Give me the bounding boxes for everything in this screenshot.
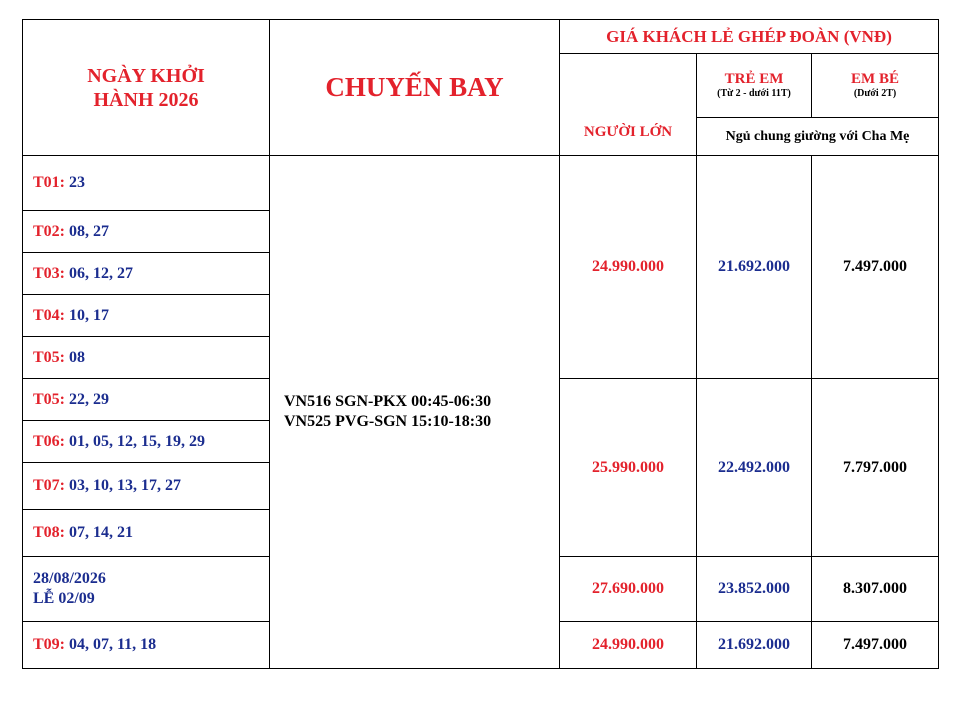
date-row <box>23 337 270 379</box>
adult-price: 24.990.000 <box>560 156 697 379</box>
adult-price: 25.990.000 <box>560 379 697 557</box>
date-days: 01, 05, 12, 15, 19, 29 <box>69 432 205 450</box>
date-row <box>23 253 270 295</box>
date-month: T03: <box>33 264 65 282</box>
date-days: 10, 17 <box>69 306 109 324</box>
flight-info <box>270 156 560 669</box>
adult-price: 24.990.000 <box>560 622 697 669</box>
flight-line-2: VN525 PVG-SGN 15:10-18:30 <box>284 413 492 430</box>
date-row <box>23 421 270 463</box>
child-price: 23.852.000 <box>697 557 812 622</box>
date-month: T07: <box>33 477 65 494</box>
child-header-label: TRẺ EM <box>724 71 784 87</box>
departure-header-line1: NGÀY KHỞI <box>87 64 205 87</box>
date-month: T09: <box>33 636 65 653</box>
date-month: T04: <box>33 306 65 324</box>
shared-bed-note: Ngủ chung giường với Cha Mẹ <box>697 118 939 156</box>
date-month: T05: <box>33 348 65 366</box>
date-row <box>23 156 270 211</box>
date-row <box>23 379 270 421</box>
date-row <box>23 463 270 510</box>
date-days: 23 <box>69 174 85 191</box>
flight-line-1: VN516 SGN-PKX 00:45-06:30 <box>284 393 492 410</box>
date-days: 04, 07, 11, 18 <box>69 636 157 653</box>
departure-header-line2: HÀNH 2026 <box>93 88 199 111</box>
infant-header <box>812 54 939 118</box>
date-days: 03, 10, 13, 17, 27 <box>69 477 181 494</box>
child-header-note: (Từ 2 - dưới 11T) <box>717 88 791 99</box>
date-days: 08, 27 <box>69 222 109 240</box>
date-month: T08: <box>33 524 65 541</box>
group-price-header: GIÁ KHÁCH LẺ GHÉP ĐOÀN (VNĐ) <box>560 20 939 54</box>
date-days: 07, 14, 21 <box>69 524 133 541</box>
date-row <box>23 295 270 337</box>
date-days: 22, 29 <box>69 390 109 408</box>
holiday-date: 28/08/2026 <box>33 570 106 587</box>
infant-price: 7.497.000 <box>812 622 939 669</box>
date-row <box>23 622 270 669</box>
infant-price: 7.797.000 <box>812 379 939 557</box>
adult-header: NGƯỜI LỚN <box>560 54 697 156</box>
departure-date-header <box>23 20 270 156</box>
holiday-label: LỄ 02/09 <box>33 590 95 607</box>
child-price: 21.692.000 <box>697 622 812 669</box>
infant-price: 7.497.000 <box>812 156 939 379</box>
tour-price-table <box>22 19 939 669</box>
child-header <box>697 54 812 118</box>
child-price: 22.492.000 <box>697 379 812 557</box>
flight-header: CHUYẾN BAY <box>270 20 560 156</box>
date-row <box>23 211 270 253</box>
date-month: T02: <box>33 222 65 240</box>
infant-header-label: EM BÉ <box>851 71 899 87</box>
date-month: T05: <box>33 390 65 408</box>
adult-price: 27.690.000 <box>560 557 697 622</box>
date-days: 08 <box>69 348 85 366</box>
date-month: T06: <box>33 432 65 450</box>
infant-price: 8.307.000 <box>812 557 939 622</box>
child-price: 21.692.000 <box>697 156 812 379</box>
infant-header-note: (Dưới 2T) <box>853 88 897 99</box>
date-row <box>23 510 270 557</box>
date-row-holiday <box>23 557 270 622</box>
date-days: 06, 12, 27 <box>69 264 133 282</box>
date-month: T01: <box>33 174 65 191</box>
